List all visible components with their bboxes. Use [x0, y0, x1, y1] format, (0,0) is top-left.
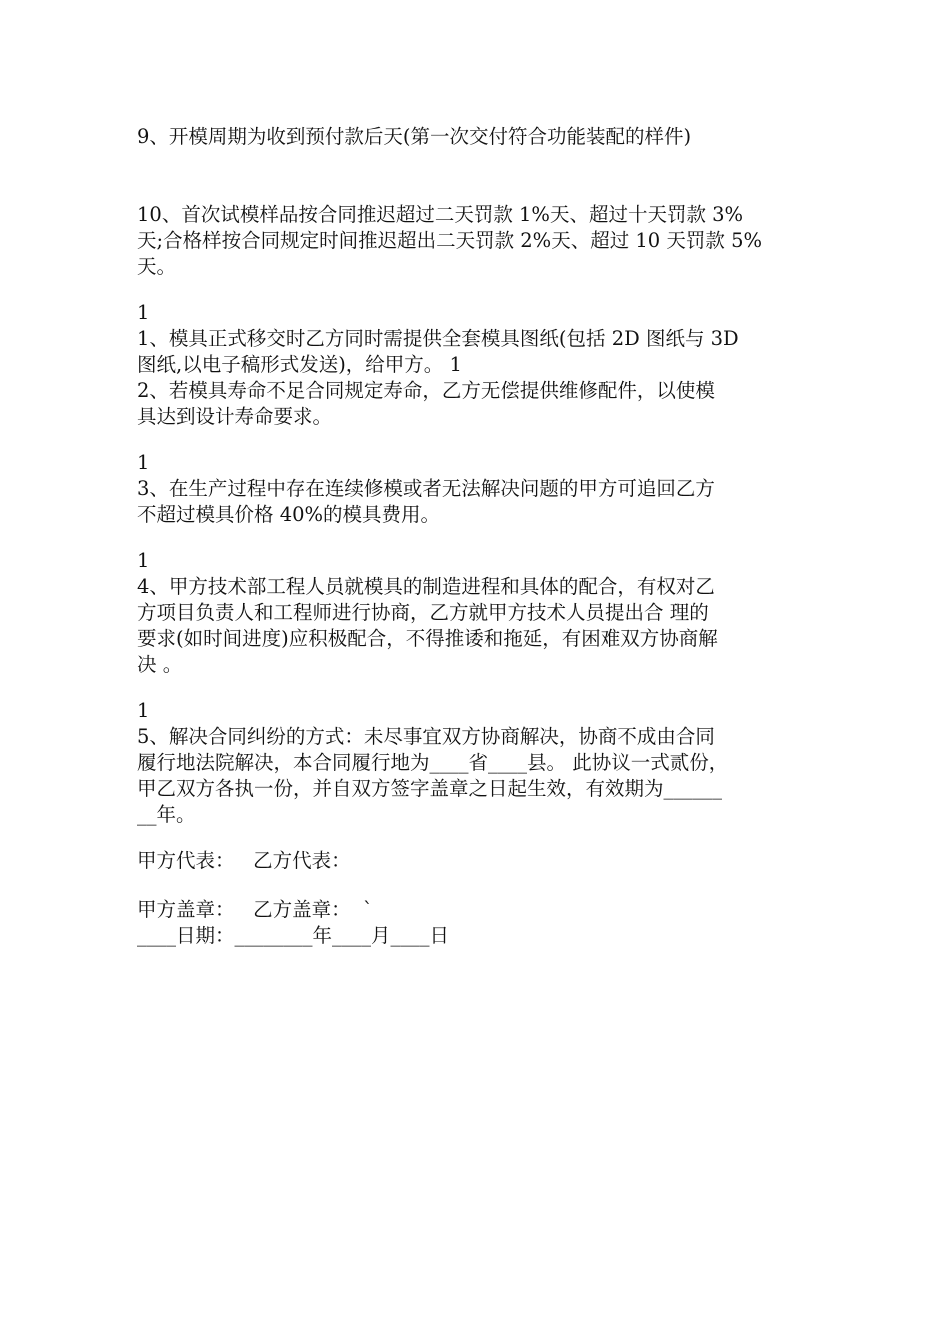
clause-5-line-2: 履行地法院解决，本合同履行地为____省____县。 此协议一式贰份， — [137, 751, 729, 774]
clause-10-line-3: 天。 — [137, 255, 177, 278]
signature-date: ____日期：________年____月____日 — [137, 924, 450, 947]
clause-5-line-4: __年。 — [137, 803, 196, 826]
clause-5-line-1: 5、解决合同纠纷的方式：未尽事宜双方协商解决，协商不成由合同 — [137, 725, 715, 748]
clause-5-line-3: 甲乙双方各执一份，并自双方签字盖章之日起生效，有效期为______ — [137, 777, 723, 800]
clause-4-line-1: 4、甲方技术部工程人员就模具的制造进程和具体的配合，有权对乙 — [137, 575, 715, 598]
clause-4-line-2: 方项目负责人和工程师进行协商，乙方就甲方技术人员提出合 理的 — [137, 601, 709, 624]
clause-1-line-1: 1、模具正式移交时乙方同时需提供全套模具图纸(包括 2D 图纸与 3D — [137, 327, 739, 350]
clause-3-line-1: 3、在生产过程中存在连续修模或者无法解决问题的甲方可追回乙方 — [137, 477, 715, 500]
clause-9: 9、开模周期为收到预付款后天(第一次交付符合功能装配的样件) — [137, 125, 692, 148]
clause-3-line-2: 不超过模具价格 40%的模具费用。 — [137, 503, 441, 526]
clause-4-line-4: 决 。 — [137, 653, 183, 676]
section-number: 1 — [137, 549, 150, 572]
clause-10-line-2: 天;合格样按合同规定时间推迟超出二天罚款 2%天、超过 10 天罚款 5% — [137, 229, 763, 252]
clause-1-line-2: 图纸,以电子稿形式发送)，给甲方。 1 — [137, 353, 462, 376]
clause-10-line-1: 10、首次试模样品按合同推迟超过二天罚款 1%天、超过十天罚款 3% — [137, 203, 744, 226]
signature-seals: 甲方盖章： 乙方盖章： ` — [137, 898, 373, 921]
clause-4-line-3: 要求(如时间进度)应积极配合，不得推诿和拖延，有困难双方协商解 — [137, 627, 718, 650]
section-number: 1 — [137, 451, 150, 474]
clause-2-line-1: 2、若模具寿命不足合同规定寿命，乙方无偿提供维修配件，以使模 — [137, 379, 715, 402]
clause-2-line-2: 具达到设计寿命要求。 — [137, 405, 333, 428]
signature-representatives: 甲方代表： 乙方代表： — [137, 849, 351, 872]
section-number: 1 — [137, 301, 150, 324]
section-number: 1 — [137, 699, 150, 722]
